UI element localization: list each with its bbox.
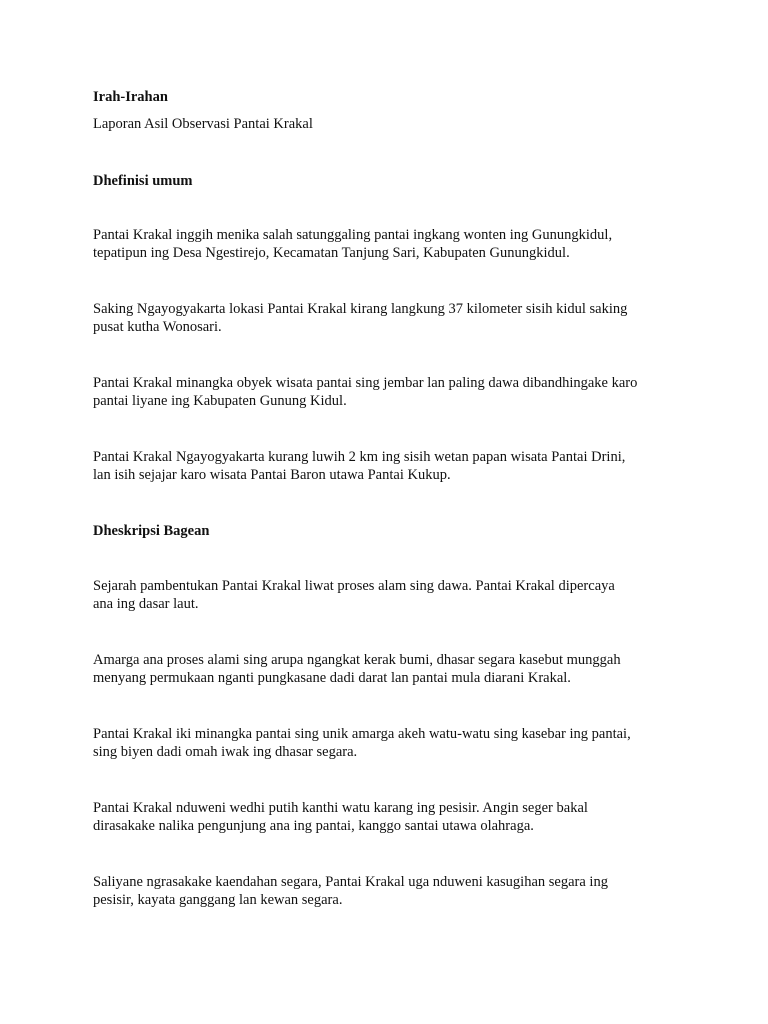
paragraph-line: Pantai Krakal minangka obyek wisata pantai sing jembar lan paling dawa dibandhingake karo [93,375,638,391]
title-heading: Irah-Irahan [93,89,168,105]
paragraph-line: pesisir, kayata ganggang lan kewan segara. [93,892,343,908]
title-text: Laporan Asil Observasi Pantai Krakal [93,116,313,132]
paragraph-line: menyang permukaan nganti pungkasane dadi darat lan pantai mula diarani Krakal. [93,670,571,686]
paragraph-line: Saking Ngayogyakarta lokasi Pantai Krakal kirang langkung 37 kilometer sisih kidul saking [93,301,628,317]
paragraph-line: sing biyen dadi omah iwak ing dhasar segara. [93,744,358,760]
paragraph-line: pusat kutha Wonosari. [93,319,222,335]
paragraph [93,651,693,687]
paragraph-line: pantai liyane ing Kabupaten Gunung Kidul. [93,393,347,409]
paragraph-line: Pantai Krakal Ngayogyakarta kurang luwih 2 km ing sisih wetan papan wisata Pantai Drini, [93,449,626,465]
paragraph-line: dirasakake nalika pengunjung ana ing pantai, kanggo santai utawa olahraga. [93,818,534,834]
paragraph-line: ana ing dasar laut. [93,596,199,612]
paragraph-line: Saliyane ngrasakake kaendahan segara, Pantai Krakal uga nduweni kasugihan segara ing [93,874,608,890]
paragraph-line: Sejarah pambentukan Pantai Krakal liwat proses alam sing dawa. Pantai Krakal dipercaya [93,578,615,594]
paragraph [93,725,693,761]
paragraph-line: Pantai Krakal inggih menika salah satunggaling pantai ingkang wonten ing Gunungkidul, [93,227,613,243]
paragraph-line: Pantai Krakal nduweni wedhi putih kanthi watu karang ing pesisir. Angin seger bakal [93,800,588,816]
paragraph-line: lan isih sejajar karo wisata Pantai Baron utawa Pantai Kukup. [93,467,451,483]
paragraph [93,226,693,262]
paragraph [93,799,693,835]
paragraph [93,300,693,336]
paragraph [93,448,693,484]
paragraph-line: Pantai Krakal iki minangka pantai sing unik amarga akeh watu-watu sing kasebar ing pantai, [93,726,631,742]
paragraph [93,577,693,613]
section-heading-definition: Dhefinisi umum [93,173,193,189]
paragraph [93,374,693,410]
section-heading-description: Dheskripsi Bagean [93,523,210,539]
paragraph-line: Amarga ana proses alami sing arupa ngangkat kerak bumi, dhasar segara kasebut munggah [93,652,621,668]
paragraph-line: tepatipun ing Desa Ngestirejo, Kecamatan Tanjung Sari, Kabupaten Gunungkidul. [93,245,570,261]
paragraph [93,873,693,909]
